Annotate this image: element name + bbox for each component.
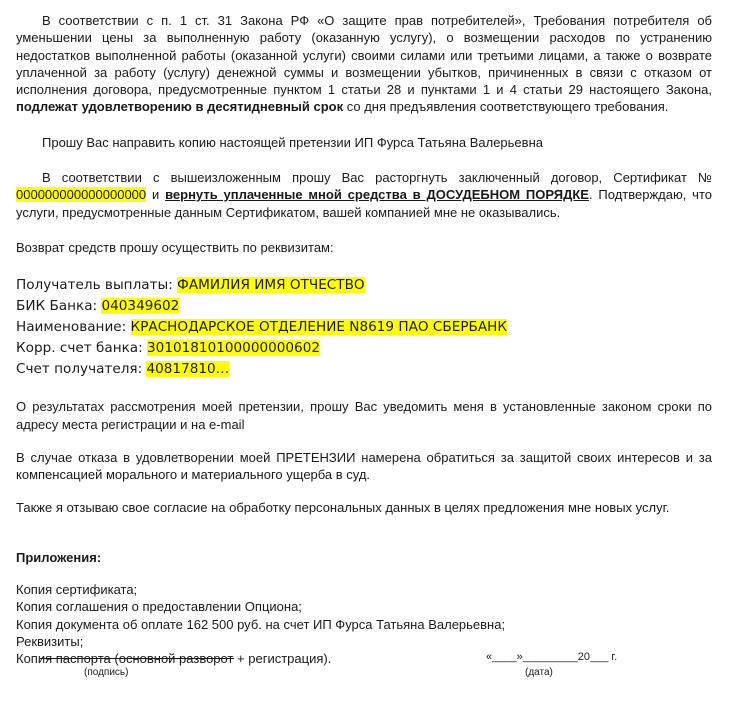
appendix-item: Копия паспорта (основной разворот + регистрация).: [16, 651, 332, 667]
signature-caption: (подпись): [84, 667, 129, 678]
appendix-item: Копия сертификата;: [16, 582, 138, 598]
correspondent-account: 30101810100000000602: [147, 340, 321, 357]
date-caption: (дата): [525, 667, 553, 678]
recipient-name: ФАМИЛИЯ ИМЯ ОТЧЕСТВО: [177, 277, 365, 294]
signature-line: [40, 658, 234, 659]
requisite-row: Счет получателя: 40817810…: [16, 361, 230, 378]
bank-requisites: [16, 275, 712, 380]
requisite-row: Получатель выплаты: ФАМИЛИЯ ИМЯ ОТЧЕСТВО: [16, 277, 365, 294]
requisite-row: Наименование: КРАСНОДАРСКОЕ ОТДЕЛЕНИЕ N8619 ПАО СБЕРБАНК: [16, 319, 508, 336]
appendix-item: Копия соглашения о предоставлении Опциона;: [16, 599, 302, 615]
certificate-number: 000000000000000000: [16, 187, 147, 203]
recipient-account: 40817810…: [146, 361, 230, 378]
paragraph-refund-intro: Возврат средств прошу осуществить по реквизитам:: [16, 239, 334, 255]
appendix-item: Реквизиты;: [16, 633, 84, 649]
paragraph-court: В случае отказа в удовлетворении моей ПРЕТЕНЗИИ намерена обратиться за защитой своих интересов и за компенсацией морального и материального ущерба в суд.: [16, 449, 712, 483]
appendix-title: Приложения:: [16, 549, 102, 565]
deadline-emphasis: подлежат удовлетворению в десятидневный срок: [16, 99, 344, 115]
paragraph-copy-request: Прошу Вас направить копию настоящей претензии ИП Фурса Татьяна Валерьевна: [42, 134, 543, 150]
date-line: «____»_________20___ г.: [486, 651, 618, 663]
requisite-row: Корр. счет банка: 30101810100000000602: [16, 340, 321, 357]
paragraph-consent-withdrawal: Также я отзываю свое согласие на обработку персональных данных в целях предложения мне новых услуг.: [16, 500, 670, 516]
signature-block: [0, 651, 743, 691]
paragraph-notification: О результатах рассмотрения моей претензии, прошу Вас уведомить меня в установленные законом сроки по адресу места регистрации и на e-mail: [16, 399, 712, 432]
bank-name: КРАСНОДАРСКОЕ ОТДЕЛЕНИЕ N8619 ПАО СБЕРБАНК: [130, 319, 508, 336]
refund-demand-emphasis: вернуть уплаченные мной средства в ДОСУДЕБНОМ ПОРЯДКЕ: [165, 187, 589, 203]
requisite-row: БИК Банка: 040349602: [16, 298, 180, 315]
paragraph-termination: В соответствии с вышеизложенным прошу Вас расторгнуть заключенный договор, Сертификат № 000000000000000000 и вернуть уплаченные мной средства в ДОСУДЕБНОМ ПОРЯДКЕ. Подтверждаю, что услуги, предусмотренные данным Сертификатом, вашей компанией мне не оказывались.: [16, 170, 712, 220]
bank-bik: 040349602: [101, 298, 180, 315]
claim-document: [16, 12, 712, 668]
appendix-item: Копия документа об оплате 162 500 руб. на счет ИП Фурса Татьяна Валерьевна;: [16, 616, 506, 632]
paragraph-law-reference: В соответствии с п. 1 ст. 31 Закона РФ «О защите прав потребителей», Требования потребителя об уменьшении цены за выполненную работу (оказанную услугу), о возмещении расходов по устранению недостатков выполненной работы (оказанной услуги) своими силами или третьими лицами, а также о возврате уплаченной за работу (услугу) денежной суммы и возмещении убытков, причиненных в связи с отказом от исполнения договора, предусмотренные пунктом 1 статьи 28 и пунктами 1 и 4 статьи 29 настоящего Закона, подлежат удовлетворению в десятидневный срок со дня предъявления соответствующего требования.: [16, 13, 712, 115]
